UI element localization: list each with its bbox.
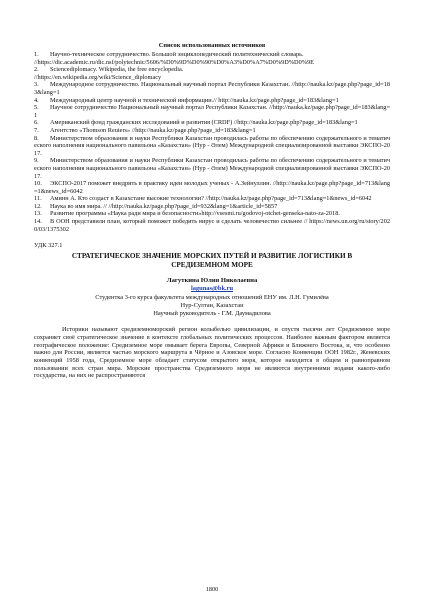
reference-number: 11. — [34, 195, 42, 203]
reference-text: Министерством образования и науки Республики Казахстан проводилась работы по обеспечению содержательного и тематического наполнения национального павильона «Казахстан» (Нур - Әлем) Международной специализированной выставки ЭКСПО-2017. — [34, 134, 390, 157]
reference-number: 1. — [34, 51, 39, 58]
reference-number: 10. — [34, 180, 42, 188]
page-number: 1800 — [205, 586, 219, 593]
reference-number: 12. — [34, 202, 42, 210]
reference-text: Sciencediplomacy. Wikipedia, the free encyclopedia. //https://en.wikipedia.org/wiki/Science_diplomacy — [34, 66, 184, 81]
reference-text: Министерством образования и науки Республики Казахстан проводилась работы по обеспечению содержательного и тематического наполнения национального павильона «Казахстан» (Нур - Әлем) Международной специализированной выставки ЭКСПО-2017. — [34, 157, 390, 180]
reference-item — [34, 119, 390, 127]
reference-text: Научное сотрудничество Национальный научный портал Республики Казахстан. //http://nauka.kz/page.php?page_id=183&lang=1 — [34, 104, 390, 119]
reference-number: 3. — [34, 81, 39, 89]
udc-code: УДК 327.1 — [34, 242, 63, 250]
email-line — [34, 285, 390, 293]
reference-item — [34, 66, 390, 81]
reference-item — [34, 210, 390, 218]
reference-text: Международное сотрудничество. Национальный научный портал Республики Казахстан. //http://nauka.kz/page.php?page_id=183&lang=1 — [34, 81, 390, 96]
reference-item — [34, 180, 390, 195]
supervisor-line: Научный руководитель - Г.М. Даумадилова — [153, 310, 271, 318]
reference-text: Американский фонд гражданских исследований и развития (CRDF) //http://nauka.kz/page.php?page_id=183&lang=1 — [50, 119, 358, 127]
reference-text: ЭКСПО-2017 поможет внедрить в практику идеи молодых ученых - А.Зейнуллин. //http://nauka.kz/page.php?page_id=713&lang=1&news_id=6042 — [34, 180, 390, 195]
reference-text: Наука во имя мира. // //http://nauka.kz/page.php?page_id=932&lang=1&article_id=5857 — [50, 202, 278, 210]
reference-number: 7. — [34, 126, 39, 134]
references-title: Список использованных источников — [158, 42, 266, 49]
reference-number: 5. — [34, 104, 39, 112]
reference-item — [34, 203, 390, 211]
reference-text: Международный центр научной и технической информации.// http://nauka.kz/page.php?page_id=183&lang=1 — [50, 96, 339, 104]
reference-item — [34, 135, 390, 158]
author-name: Лагуткина Юлия Николаевна — [166, 277, 258, 285]
article-title: СТРАТЕГИЧЕСКОЕ ЗНАЧЕНИЕ МОРСКИХ ПУТЕЙ И РАЗВИТИЕ ЛОГИСТИКИ В СРЕДИЗЕМНОМ МОРЕ — [71, 252, 353, 269]
reference-item — [34, 97, 390, 105]
reference-text: Аминн А. Кто создаст в Казахстане высокие технологии? //http://nauka.kz/page.php?page_id=713&lang=1&news_id=6042 — [50, 195, 372, 203]
reference-item — [34, 218, 390, 233]
reference-item — [34, 157, 390, 180]
reference-text: Агентство «Thomson Reuters» //http://nauka.kz/page.php?page_id=183&lang=1 — [50, 126, 256, 134]
reference-number: 14. — [34, 218, 42, 226]
reference-number: 13. — [34, 210, 42, 218]
reference-item — [34, 104, 390, 119]
reference-list — [34, 51, 390, 233]
author-email-link[interactable]: lagunas@bk.ru — [191, 285, 233, 293]
article-body-paragraph: Историки называют средиземноморский регион колыбелью цивилизации, и спустя тысячи лет Средиземное море сохраняет своё стратегическое значение в контексте глобальных политических процессов. Наиболее важным фактором является географическое положение: Средиземное море омывает берега Европы, Северной Африки и Ближнего Востока, и, что особенно важно для России, является частью морского маршрута в Чёрное и Азовское море. Согласно Конвенции ООН 1982г., Женевских конвенций 1958 года, Средиземное море обладает статусом открытого моря, которое находится в общем и равноправном пользовании всех стран мира. Морские пространства Средиземного моря не являются внутренними водами какого-либо государства, на них не распространяются — [34, 326, 390, 380]
reference-item — [34, 51, 390, 66]
reference-item — [34, 195, 390, 203]
reference-number: 2. — [34, 66, 39, 74]
reference-number: 8. — [34, 134, 39, 142]
reference-number: 9. — [34, 157, 39, 165]
reference-text: В ООН представили план, который поможет победить вирус и сделать человечество сильнее // https://news.un.org/ru/story/2020/03/1375302 — [34, 218, 390, 233]
reference-text: Научно-техническое сотрудничество. Большой энциклопедический политехнический словарь. //https://dic.academic.ru/dic.nsf/polytechnic/5606/%D0%9D%D0%90%D0%A3%D0%A7%D0%9D%D0%9E — [34, 51, 314, 66]
reference-text: Развитие программы «Наука ради мира и безопасности»http://vsesmi.ru/godovoj-otchet-genseka-nato-za-2018. — [50, 210, 340, 218]
reference-number: 4. — [34, 96, 39, 104]
author-city: Нур-Султан, Казахстан — [180, 301, 244, 309]
reference-item — [34, 127, 390, 135]
reference-number: 6. — [34, 119, 39, 127]
author-affiliation: Студентка 3-го курса факультета международных отношений ЕНУ им. Л.Н. Гумилёва — [95, 293, 329, 301]
reference-item — [34, 81, 390, 96]
